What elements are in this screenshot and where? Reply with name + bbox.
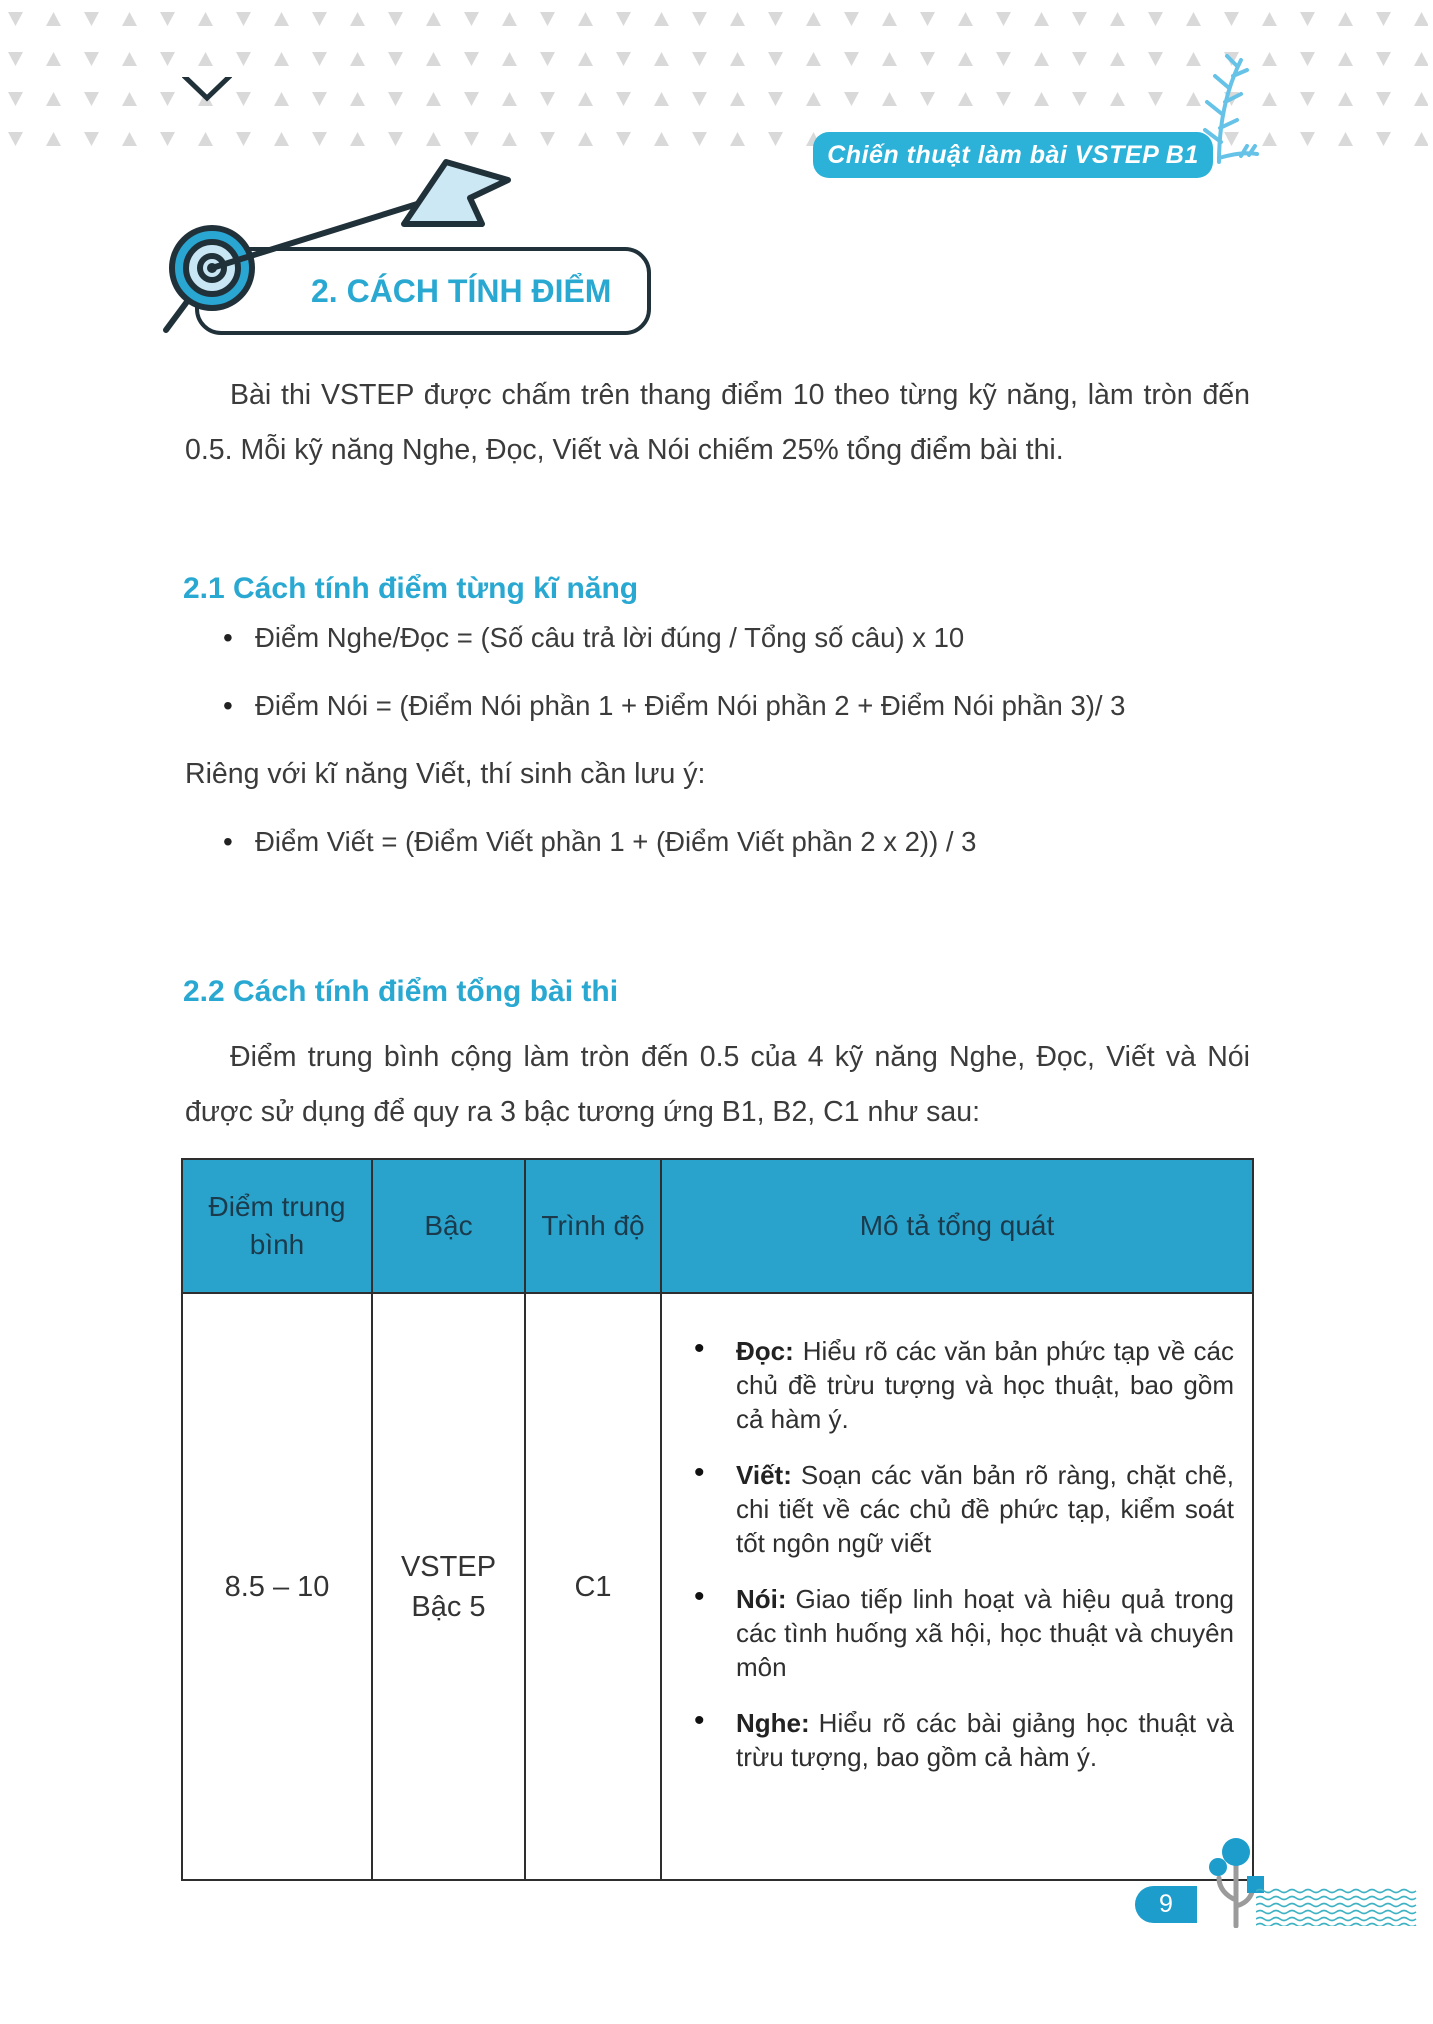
table-header-row xyxy=(182,1159,1253,1293)
cell-level: VSTEP Bậc 5 xyxy=(372,1293,525,1880)
writing-note: Riêng với kĩ năng Viết, thí sinh cần lưu ý: xyxy=(185,758,706,790)
skill-label: Nghe: xyxy=(736,1708,810,1738)
cell-cefr: C1 xyxy=(525,1293,661,1880)
header-description: Mô tả tổng quát xyxy=(661,1159,1253,1293)
section-2-1-body xyxy=(185,618,1275,890)
skill-text: Hiểu rõ các văn bản phức tạp về các chủ đề trừu tượng và học thuật, bao gồm cả hàm ý. xyxy=(736,1336,1234,1434)
bubble-notch xyxy=(182,77,232,103)
formula-item-writing xyxy=(185,822,1275,862)
header-proficiency: Trình độ xyxy=(525,1159,661,1293)
page-number: 9 xyxy=(1159,1890,1173,1918)
formula-list xyxy=(185,618,1275,726)
formula-text: Điểm Nghe/Đọc = (Số câu trả lời đúng / Tổng số câu) x 10 xyxy=(255,622,965,653)
header-average-score: Điểm trung bình xyxy=(182,1159,372,1293)
cell-score: 8.5 – 10 xyxy=(182,1293,372,1880)
section-2-2-paragraph: Điểm trung bình cộng làm tròn đến 0.5 của 4 kỹ năng Nghe, Đọc, Viết và Nói được sử dụng để quy ra 3 bậc tương ứng B1, B2, C1 như sau: xyxy=(185,1041,1250,1128)
skill-text: Soạn các văn bản rõ ràng, chặt chẽ, chi tiết về các chủ đề phức tạp, kiểm soát tốt ngôn ngữ viết xyxy=(736,1460,1234,1558)
section-2-2-heading: 2.2 Cách tính điểm tổng bài thi xyxy=(183,975,619,1008)
chapter-ribbon xyxy=(813,132,1213,178)
chapter-ribbon-label: Chiến thuật làm bài VSTEP B1 xyxy=(827,140,1199,169)
skill-text: Hiểu rõ các bài giảng học thuật và trừu tượng, bao gồm cả hàm ý. xyxy=(736,1708,1234,1772)
skill-description-reading xyxy=(688,1334,1234,1436)
table-row xyxy=(182,1293,1253,1880)
fern-branch-icon xyxy=(1185,50,1265,168)
header-level: Bậc xyxy=(372,1159,525,1293)
skill-label: Đọc: xyxy=(736,1336,794,1366)
page-number-badge xyxy=(1135,1886,1197,1923)
skill-description-writing xyxy=(688,1458,1234,1560)
section-2-1-heading: 2.1 Cách tính điểm từng kĩ năng xyxy=(183,572,639,605)
formula-text: Điểm Nói = (Điểm Nói phần 1 + Điểm Nói phần 2 + Điểm Nói phần 3)/ 3 xyxy=(255,690,1126,721)
formula-text: Điểm Viết = (Điểm Viết phần 1 + (Điểm Viết phần 2 x 2)) / 3 xyxy=(255,826,977,857)
intro-paragraph: Bài thi VSTEP được chấm trên thang điểm 10 theo từng kỹ năng, làm tròn đến 0.5. Mỗi kỹ năng Nghe, Đọc, Viết và Nói chiếm 25% tổng điểm bài thi. xyxy=(185,379,1250,466)
page-title: 2. CÁCH TÍNH ĐIỂM xyxy=(311,273,612,309)
skill-description-speaking xyxy=(688,1582,1234,1684)
skill-label: Nói: xyxy=(736,1584,787,1614)
skill-text: Giao tiếp linh hoạt và hiệu quả trong các tình huống xã hội, học thuật và chuyên môn xyxy=(736,1584,1234,1682)
skill-description-listening xyxy=(688,1706,1234,1774)
cell-descriptions xyxy=(661,1293,1253,1880)
skill-label: Viết: xyxy=(736,1460,792,1490)
formula-item-listening-reading xyxy=(185,618,1275,658)
target-arrow-icon xyxy=(140,140,540,390)
wave-lines-icon xyxy=(1256,1888,1422,1926)
formula-item-speaking xyxy=(185,686,1275,726)
skill-description-list xyxy=(688,1334,1234,1774)
formula-list-writing xyxy=(185,822,1275,862)
score-conversion-table xyxy=(181,1158,1254,1881)
